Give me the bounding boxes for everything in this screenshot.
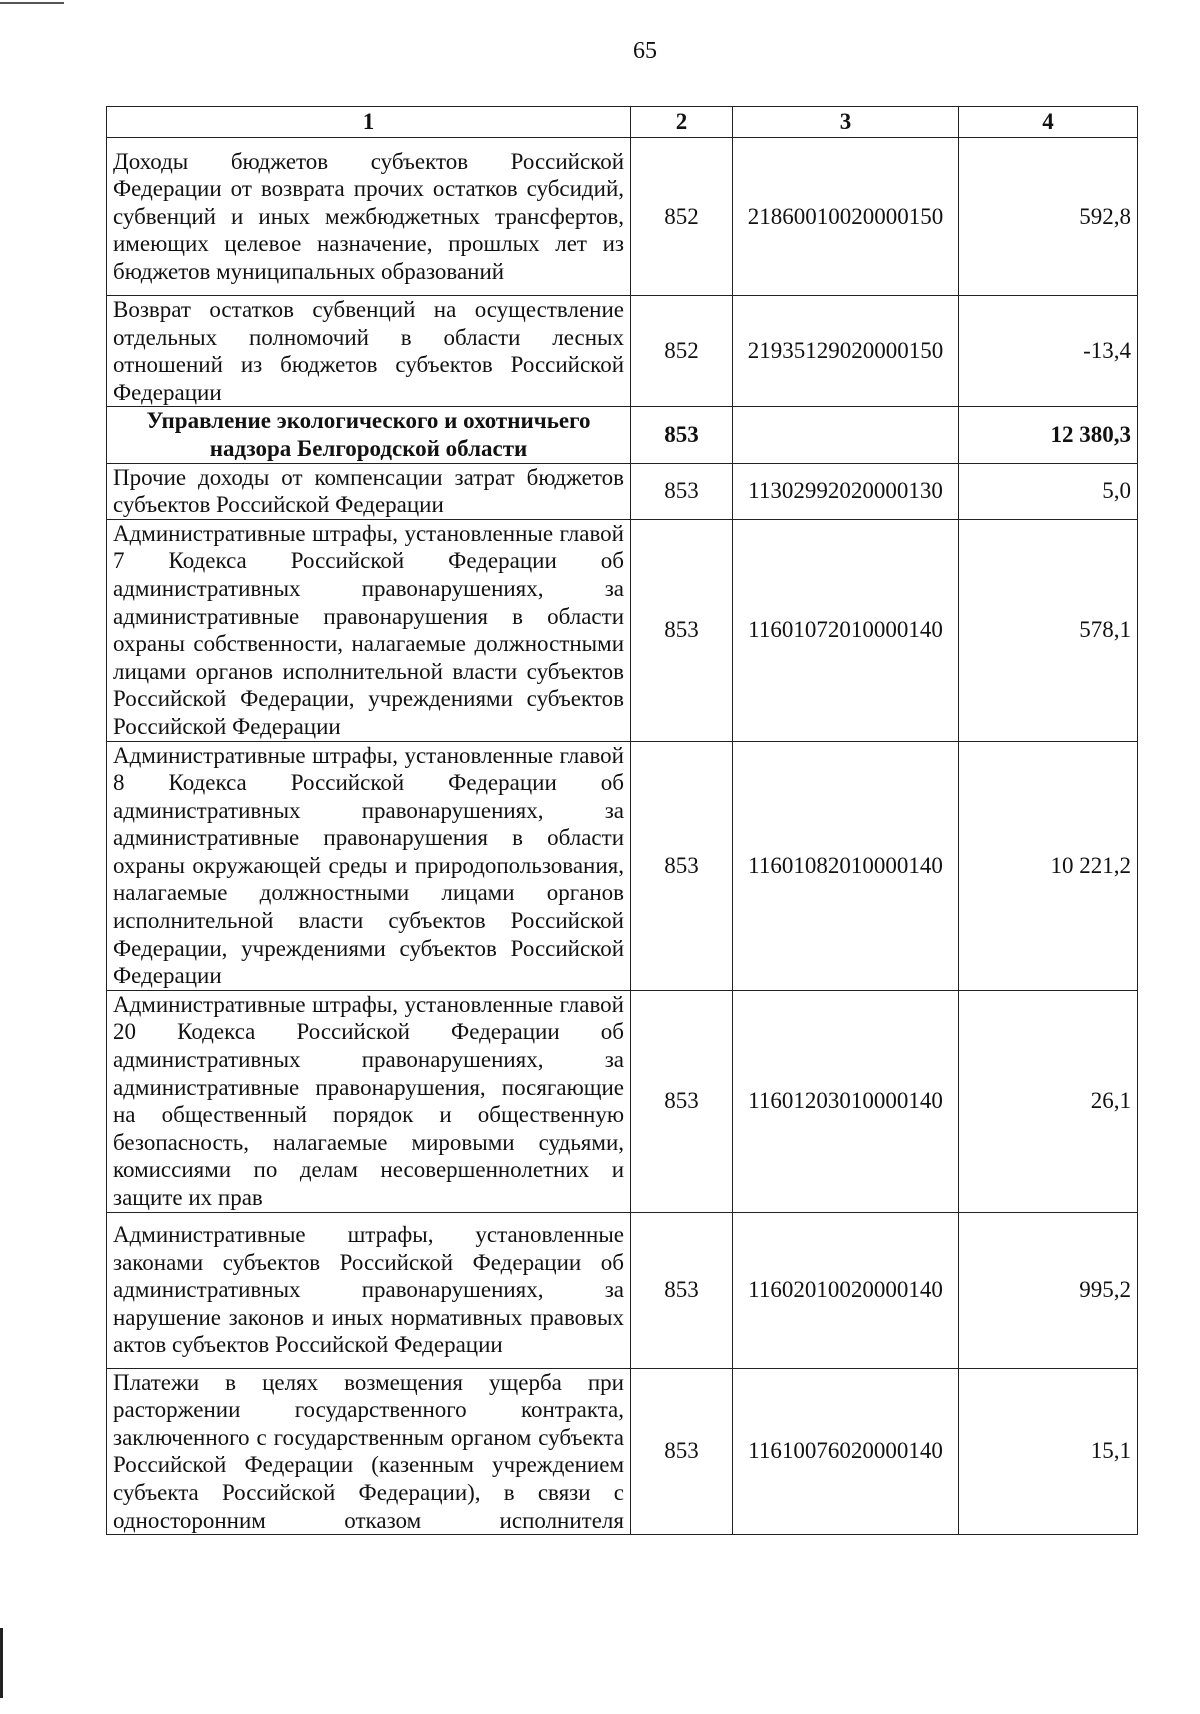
row-amount: 5,0 (959, 463, 1138, 519)
row-budget-code (733, 407, 959, 463)
row-budget-code: 11601203010000140 (733, 990, 959, 1212)
header-col-4: 4 (959, 107, 1138, 138)
row-budget-code: 21860010020000150 (733, 138, 959, 296)
row-admin-code: 852 (631, 138, 733, 296)
header-col-3: 3 (733, 107, 959, 138)
row-amount: -13,4 (959, 296, 1138, 407)
row-name: Административные штрафы, установленные главой 20 Кодекса Российской Федерации об административных правонарушениях, за административные правонарушения, посягающие на общественный порядок и общественную безопасность, налагаемые мировыми судьями, комиссиями по делам несовершеннолетних и защите их прав (107, 990, 631, 1212)
row-budget-code: 11302992020000130 (733, 463, 959, 519)
row-name: Платежи в целях возмещения ущерба при расторжении государственного контракта, заключенного с государственным органом субъекта Российской Федерации (казенным учреждением субъекта Российской Федерации), в связи с односторонним отказом исполнителя (107, 1368, 631, 1535)
table-row (107, 741, 1138, 990)
row-budget-code: 11602010020000140 (733, 1212, 959, 1368)
row-admin-code: 852 (631, 296, 733, 407)
header-col-1: 1 (107, 107, 631, 138)
row-name: Административные штрафы, установленные главой 7 Кодекса Российской Федерации об административных правонарушениях, за административные правонарушения в области охраны собственности, налагаемые должностными лицами органов исполнительной власти субъектов Российской Федерации, учреждениями субъектов Российской Федерации (107, 519, 631, 741)
row-name: Административные штрафы, установленные главой 8 Кодекса Российской Федерации об административных правонарушениях, за административные правонарушения в области охраны окружающей среды и природопользования, налагаемые должностными лицами органов исполнительной власти субъектов Российской Федерации, учреждениями субъектов Российской Федерации (107, 741, 631, 990)
section-row (107, 407, 1138, 463)
row-admin-code: 853 (631, 407, 733, 463)
row-budget-code: 11601072010000140 (733, 519, 959, 741)
row-admin-code: 853 (631, 463, 733, 519)
row-admin-code: 853 (631, 519, 733, 741)
row-budget-code: 21935129020000150 (733, 296, 959, 407)
header-col-2: 2 (631, 107, 733, 138)
table-row (107, 138, 1138, 296)
table-row (107, 1368, 1138, 1535)
row-name: Доходы бюджетов субъектов Российской Федерации от возврата прочих остатков субсидий, субвенций и иных межбюджетных трансфертов, имеющих целевое назначение, прошлых лет из бюджетов муниципальных образований (107, 138, 631, 296)
header-row (107, 107, 1138, 138)
row-admin-code: 853 (631, 1212, 733, 1368)
row-name: Возврат остатков субвенций на осуществление отдельных полномочий в области лесных отношений из бюджетов субъектов Российской Федерации (107, 296, 631, 407)
row-amount: 15,1 (959, 1368, 1138, 1535)
row-amount: 26,1 (959, 990, 1138, 1212)
section-total: 12 380,3 (959, 407, 1138, 463)
row-admin-code: 853 (631, 741, 733, 990)
page-number: 65 (633, 38, 657, 64)
scan-edge-mark (0, 1628, 3, 1698)
row-budget-code: 11601082010000140 (733, 741, 959, 990)
table-row (107, 990, 1138, 1212)
table-row (107, 1212, 1138, 1368)
row-amount: 578,1 (959, 519, 1138, 741)
section-name: Управление экологического и охотничьего надзора Белгородской области (107, 407, 631, 463)
row-budget-code: 11610076020000140 (733, 1368, 959, 1535)
row-amount: 995,2 (959, 1212, 1138, 1368)
table-row (107, 463, 1138, 519)
row-amount: 10 221,2 (959, 741, 1138, 990)
row-admin-code: 853 (631, 990, 733, 1212)
row-name: Прочие доходы от компенсации затрат бюджетов субъектов Российской Федерации (107, 463, 631, 519)
scan-edge-mark (0, 2, 64, 4)
row-admin-code: 853 (631, 1368, 733, 1535)
row-amount: 592,8 (959, 138, 1138, 296)
revenue-table (106, 106, 1138, 1535)
table-row (107, 519, 1138, 741)
row-name: Административные штрафы, установленные законами субъектов Российской Федерации об административных правонарушениях, за нарушение законов и иных нормативных правовых актов субъектов Российской Федерации (107, 1212, 631, 1368)
table-row (107, 296, 1138, 407)
